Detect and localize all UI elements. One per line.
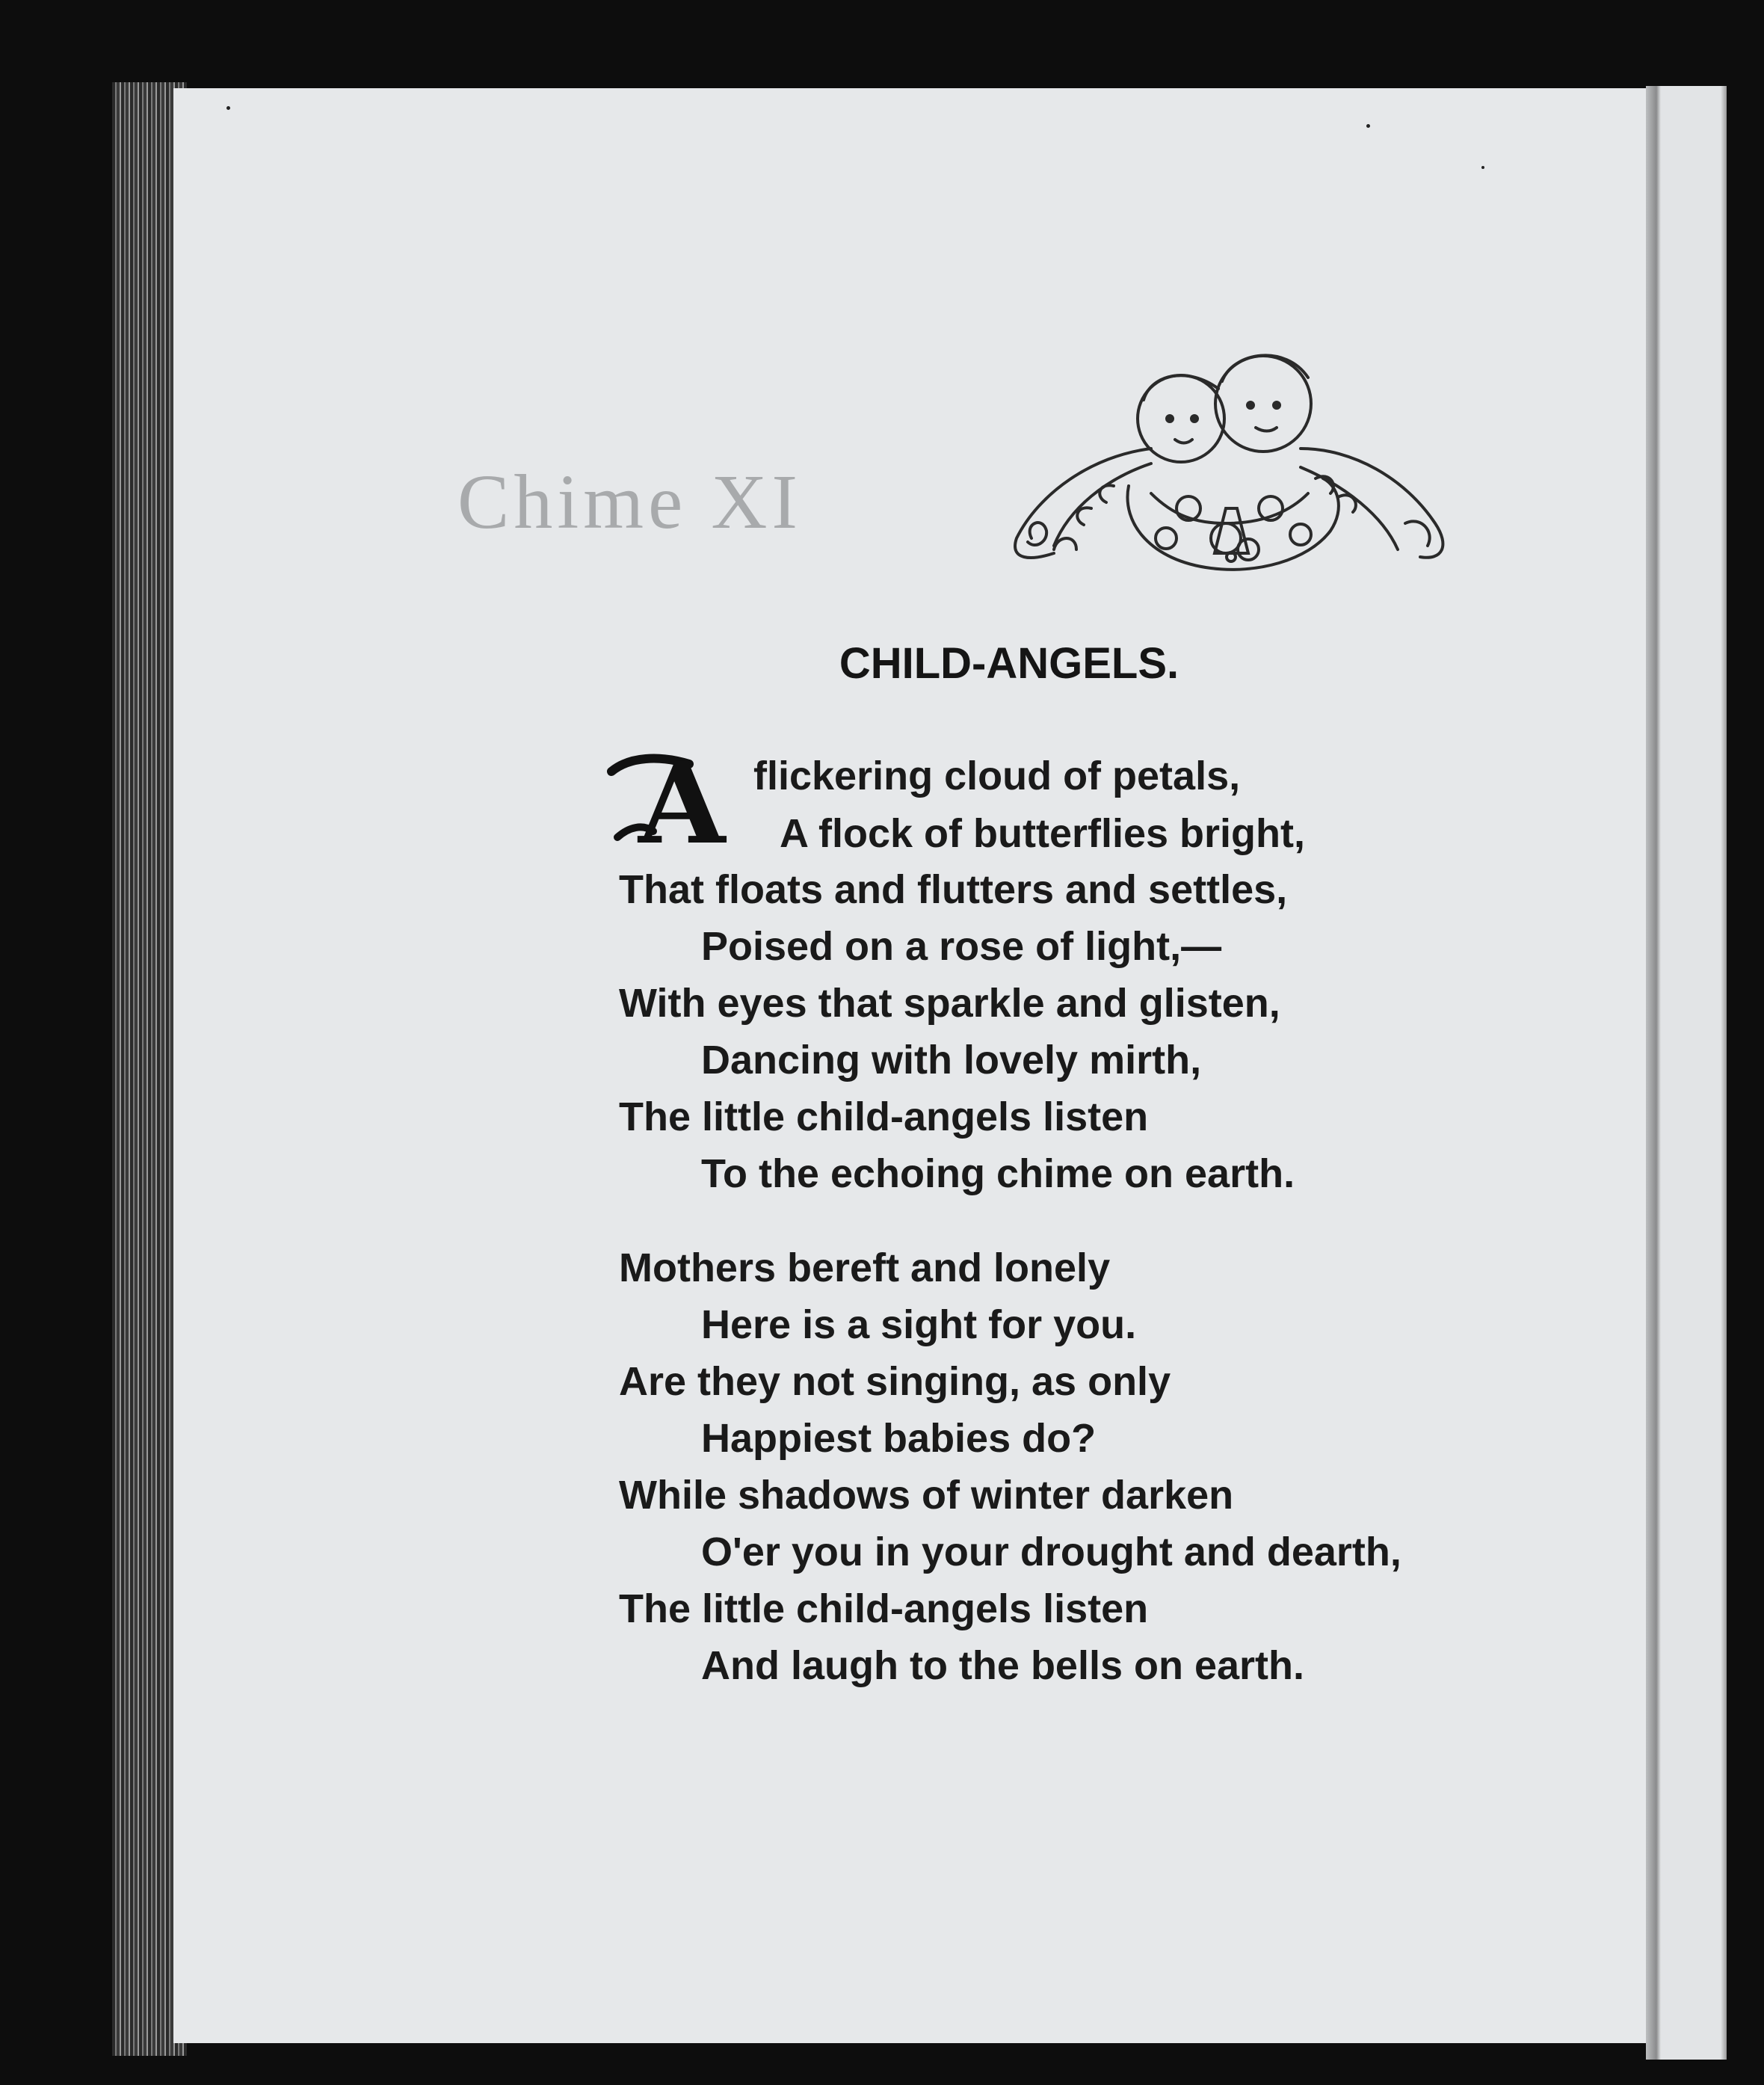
chime-heading: Chime XI [457, 459, 803, 545]
poem-line: With eyes that sparkle and glisten, [619, 981, 1280, 1026]
poem-line: Happiest babies do? [701, 1416, 1097, 1461]
scan-speck [1481, 166, 1484, 169]
drop-cap-text: A [638, 738, 726, 869]
poem-title: CHILD-ANGELS. [839, 639, 1179, 688]
poem-line: Dancing with lovely mirth, [701, 1038, 1202, 1082]
scan-speck [1366, 124, 1370, 128]
poem-line: flickering cloud of petals, [753, 754, 1241, 798]
poem-line: While shadows of winter darken [619, 1473, 1234, 1518]
poem-line: Mothers bereft and lonely [619, 1245, 1111, 1290]
drop-cap-letter [607, 738, 734, 869]
poem-line: And laugh to the bells on earth. [701, 1643, 1305, 1688]
scan-speck [226, 106, 230, 110]
poem-line: The little child-angels listen [619, 1094, 1149, 1139]
poem-line: The little child-angels listen [619, 1586, 1149, 1631]
facing-page-edge [1646, 86, 1727, 2060]
poem-line: O'er you in your drought and dearth, [701, 1530, 1401, 1574]
poem-line: That floats and flutters and settles, [619, 867, 1288, 912]
poem-line: A flock of butterflies bright, [780, 811, 1306, 856]
poem-line: Poised on a rose of light,— [701, 924, 1222, 969]
poem-line: To the echoing chime on earth. [701, 1151, 1295, 1196]
poem-line: Here is a sight for you. [701, 1302, 1137, 1347]
poem-line: Are they not singing, as only [619, 1359, 1171, 1404]
child-angels-illustration [1002, 336, 1458, 591]
